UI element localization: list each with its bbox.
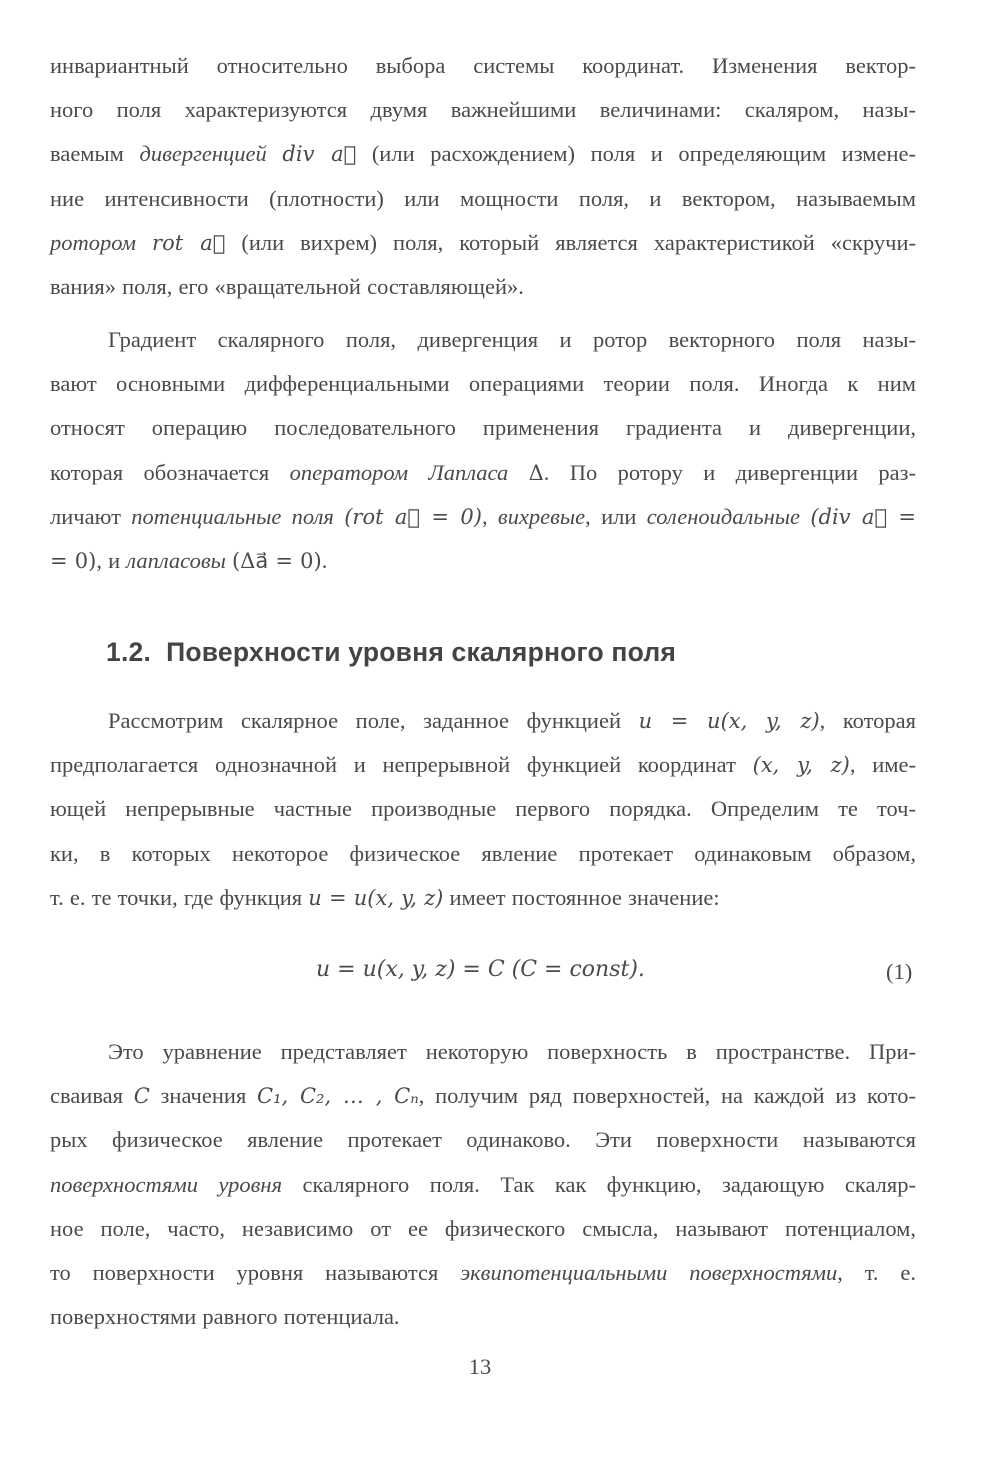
paragraph-1-line-4: ние интенсивности (плотности) или мощности поля, и вектором, называемым	[50, 185, 916, 211]
paragraph-1-line-2: ного поля характеризуются двумя важнейшими величинами: скаляром, назы-	[50, 97, 916, 123]
text-fragment: . По ротору и дивергенции раз-	[543, 459, 916, 485]
text-fragment: , т. е.	[837, 1260, 916, 1286]
paragraph-3-line-1	[50, 699, 916, 743]
equation-body: u = u(x, y, z) = C (C = const).	[316, 957, 645, 982]
text-fragment: т. е. те точки, где функция	[50, 884, 309, 910]
term-divergence: дивергенцией	[139, 141, 267, 167]
term-level-surfaces: поверхностями уровня	[50, 1171, 283, 1197]
text-fragment: , или	[585, 503, 647, 529]
equation-1	[0, 955, 1000, 995]
math-c: C	[133, 1084, 150, 1109]
text-fragment: то поверхности уровня называются	[50, 1260, 461, 1286]
term-laplacian: лапласовы	[126, 548, 226, 574]
text-fragment: сваивая	[50, 1083, 134, 1109]
term-laplace-operator: оператором Лапласа	[289, 459, 509, 485]
paragraph-4	[50, 1030, 916, 1339]
text-fragment: , которая	[819, 708, 916, 733]
paragraph-3-line-4: ки, в которых некоторое физическое явление протекает одинаковым образом,	[50, 840, 916, 866]
math-delta: Δ	[528, 460, 544, 485]
paragraph-2-line-4	[50, 451, 916, 495]
text-fragment: , получим ряд поверхностей, на каждой из кото-	[418, 1083, 917, 1109]
text-fragment: , и	[96, 548, 127, 574]
math-u-function-2: u = u(x, y, z)	[308, 885, 444, 910]
text-fragment: личают	[50, 503, 132, 529]
paragraph-4-line-2	[50, 1074, 916, 1118]
paragraph-1	[50, 44, 916, 309]
paragraph-1-line-5	[50, 221, 916, 265]
paragraph-2-line-3: относят операцию последовательного применения градиента и дивергенции,	[50, 415, 916, 441]
section-heading	[106, 637, 676, 668]
page-number: 13	[468, 1354, 492, 1379]
text-fragment: значения	[149, 1083, 258, 1109]
paragraph-2-line-2: вают основными дифференциальными операциями теории поля. Иногда к ним	[50, 371, 916, 397]
section-number: 1.2.	[106, 637, 152, 667]
math-laplace-zero: (Δa⃗ = 0)	[231, 549, 322, 574]
paragraph-4-line-7: поверхностями равного потенциала.	[50, 1304, 400, 1330]
math-coordinates: (x, y, z)	[752, 753, 850, 778]
term-solenoidal: соленоидальные	[646, 503, 800, 529]
text-fragment: скалярного поля. Так как функцию, задающую скаляр-	[282, 1171, 917, 1197]
math-c-sequence: C₁, C₂, … , Cₙ	[257, 1084, 419, 1109]
paragraph-3-line-5	[50, 876, 916, 920]
text-fragment: предполагается однозначной и непрерывной функцией координат	[50, 752, 753, 778]
text-fragment: имеет постоянное значение:	[443, 884, 720, 910]
math-div-zero-start: (div a⃗ =	[810, 504, 917, 529]
math-div-a: div a⃗	[282, 142, 357, 167]
term-equipotential-surfaces: эквипотенциальными поверхностями	[460, 1260, 838, 1286]
term-vortex: вихревые	[497, 503, 586, 529]
paragraph-4-line-5: ное поле, часто, независимо от ее физического смысла, называют потенциалом,	[50, 1215, 916, 1241]
math-u-function: u = u(x, y, z)	[638, 709, 820, 733]
text-fragment: Рассмотрим скалярное поле, заданное функцией	[108, 708, 639, 733]
term-rotor: ротором	[50, 229, 137, 255]
math-div-zero-end: = 0)	[50, 549, 97, 574]
paragraph-2-line-1: Градиент скалярного поля, дивергенция и ротор векторного поля назы-	[108, 327, 916, 352]
math-rot-zero: (rot a⃗ = 0)	[344, 504, 482, 529]
text-fragment: .	[321, 548, 328, 574]
text-fragment: ваемым	[50, 141, 140, 167]
section-title: Поверхности уровня скалярного поля	[166, 637, 677, 667]
paragraph-4-line-4	[50, 1163, 916, 1207]
paragraph-4-line-6	[50, 1251, 916, 1295]
paragraph-2-line-5: личают потенциальные поля (rot a⃗ = 0), вихревые, или соленоидальные (div a⃗ =	[50, 503, 917, 529]
math-rot-a: rot a⃗	[152, 230, 226, 255]
paragraph-1-line-3	[50, 132, 916, 176]
text-fragment: , име-	[849, 752, 916, 778]
paragraph-3-line-2	[50, 743, 916, 787]
paragraph-3-line-3: ющей непрерывные частные производные первого порядка. Определим те точ-	[50, 796, 916, 822]
equation-number: (1)	[886, 959, 913, 984]
paragraph-3	[50, 699, 916, 920]
term-potential-fields: потенциальные поля	[131, 503, 334, 529]
paragraph-4-line-3: рых физическое явление протекает одинаково. Эти поверхности называются	[50, 1127, 916, 1153]
paragraph-2-line-6	[50, 539, 916, 583]
paragraph-4-line-1: Это уравнение представляет некоторую поверхность в пространстве. При-	[108, 1039, 916, 1064]
paragraph-1-line-1: инвариантный относительно выбора системы координат. Изменения вектор-	[50, 53, 916, 78]
paragraph-1-line-6: вания» поля, его «вращательной составляющей».	[50, 274, 524, 300]
paragraph-2	[50, 318, 916, 583]
text-fragment: которая обозначается	[50, 459, 290, 485]
text-fragment: (или вихрем) поля, который является характеристикой «скручи-	[225, 229, 917, 255]
text-fragment: (или расхождением) поля и определяющим измене-	[356, 141, 917, 167]
